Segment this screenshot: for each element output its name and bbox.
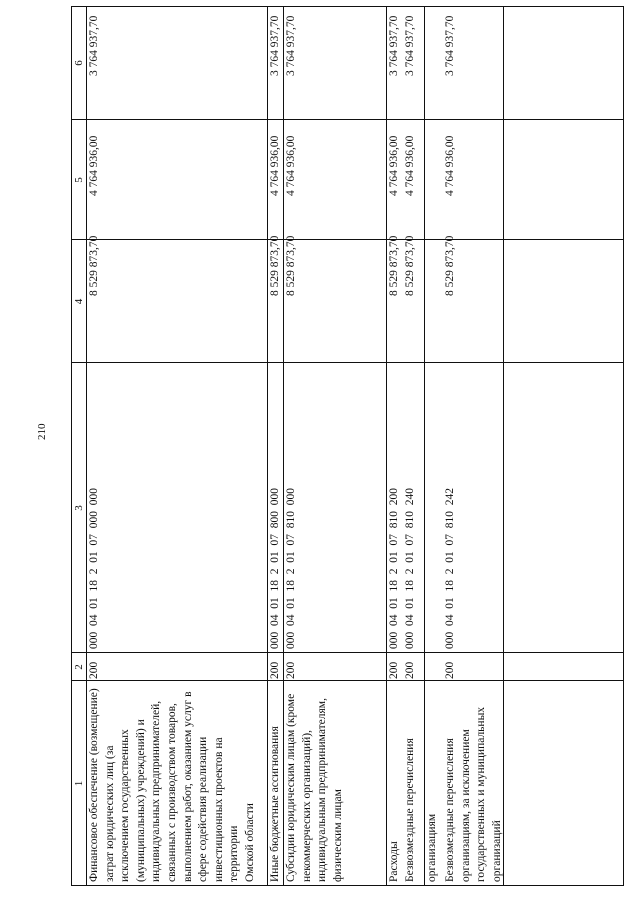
row-name-line: индивидуальных предпринимателей, bbox=[150, 700, 163, 882]
table-row bbox=[268, 682, 284, 882]
budget-table bbox=[71, 6, 624, 886]
budget-code: 000 04 01 18 2 01 07 000 000 bbox=[88, 488, 100, 649]
table-row bbox=[387, 682, 403, 882]
col-line bbox=[71, 362, 624, 363]
row-name-line: организаций bbox=[490, 820, 503, 882]
row-name-line: Безвозмездные перечисления bbox=[404, 738, 416, 882]
row-name-line: инвестиционных проектов на территории bbox=[212, 737, 241, 882]
value-col-5: 4 764 936,00 bbox=[404, 135, 416, 196]
header-col-6: 6 bbox=[73, 60, 85, 66]
row-name-line: Омской области bbox=[243, 803, 256, 882]
value-col-6: 3 764 937,70 bbox=[269, 15, 281, 76]
value-col-6: 3 764 937,70 bbox=[285, 15, 297, 76]
value-col-6: 3 764 937,70 bbox=[404, 15, 416, 76]
row-name-line: Субсидии юридическим лицам (кроме bbox=[285, 693, 297, 882]
table-row bbox=[87, 682, 259, 882]
value-col-5: 4 764 936,00 bbox=[285, 135, 297, 196]
header-col-1: 1 bbox=[73, 780, 85, 787]
row-name-line: государственных и муниципальных bbox=[475, 706, 488, 882]
budget-code: 000 04 01 18 2 01 07 810 200 bbox=[388, 488, 400, 649]
budget-code: 000 04 01 18 2 01 07 810 000 bbox=[285, 488, 297, 649]
row-name-line: Безвозмездные перечисления bbox=[444, 738, 456, 882]
value-col-6: 3 764 937,70 bbox=[444, 15, 456, 76]
table-border-top bbox=[71, 6, 72, 886]
col-line bbox=[71, 6, 624, 7]
admin-code: 200 bbox=[388, 661, 400, 679]
row-name-line: исключением государственных bbox=[119, 729, 132, 882]
row-name-line: Финансовое обеспечение (возмещение) bbox=[88, 688, 100, 882]
table-row bbox=[443, 682, 505, 882]
row-name-line: физическим лицам bbox=[331, 789, 344, 882]
budget-code: 000 04 01 18 2 01 07 810 240 bbox=[404, 488, 416, 649]
table-border-bottom bbox=[623, 6, 624, 886]
row-name-line: сфере содействия реализации bbox=[197, 736, 210, 882]
budget-code: 000 04 01 18 2 01 07 810 242 bbox=[444, 488, 456, 649]
value-col-4: 8 529 873,70 bbox=[388, 235, 400, 296]
page-number: 210 bbox=[36, 423, 48, 440]
row-name-line: организациям bbox=[425, 813, 438, 882]
col-line bbox=[71, 239, 624, 240]
value-col-4: 8 529 873,70 bbox=[269, 235, 281, 296]
value-col-6: 3 764 937,70 bbox=[388, 15, 400, 76]
row-name-line: (муниципальных) учреждений) и bbox=[134, 719, 147, 882]
row-name-line: затрат юридических лиц (за bbox=[103, 745, 116, 882]
row-name-line: Иные бюджетные ассигнования bbox=[269, 726, 281, 882]
table-row bbox=[284, 682, 346, 882]
col-line bbox=[71, 119, 624, 120]
admin-code: 200 bbox=[269, 661, 281, 679]
header-col-3: 3 bbox=[73, 505, 85, 511]
admin-code: 200 bbox=[444, 661, 456, 679]
value-col-5: 4 764 936,00 bbox=[269, 135, 281, 196]
value-col-5: 4 764 936,00 bbox=[444, 135, 456, 196]
admin-code: 200 bbox=[285, 661, 297, 679]
col-line bbox=[71, 885, 624, 886]
row-name-line: Расходы bbox=[388, 841, 400, 882]
admin-code: 200 bbox=[404, 661, 416, 679]
value-col-4: 8 529 873,70 bbox=[88, 235, 100, 296]
value-col-4: 8 529 873,70 bbox=[444, 235, 456, 296]
col-line bbox=[71, 652, 624, 653]
value-col-4: 8 529 873,70 bbox=[404, 235, 416, 296]
header-col-2: 2 bbox=[73, 664, 85, 670]
value-col-5: 4 764 936,00 bbox=[388, 135, 400, 196]
row-name-line: некоммерческих организаций), bbox=[300, 729, 313, 882]
table-row bbox=[403, 682, 440, 882]
admin-code: 200 bbox=[88, 661, 100, 679]
value-col-4: 8 529 873,70 bbox=[285, 235, 297, 296]
header-col-5: 5 bbox=[73, 177, 85, 183]
value-col-5: 4 764 936,00 bbox=[88, 135, 100, 196]
value-col-6: 3 764 937,70 bbox=[88, 15, 100, 76]
row-name-line: организациям, за исключением bbox=[459, 729, 472, 882]
header-col-4: 4 bbox=[73, 298, 85, 305]
row-name-line: связанных с производством товаров, bbox=[165, 703, 178, 882]
row-name-line: выполнением работ, оказанием услуг в bbox=[181, 691, 194, 882]
budget-code: 000 04 01 18 2 01 07 800 000 bbox=[269, 488, 281, 649]
row-name-line: индивидуальным предпринимателям, bbox=[316, 698, 329, 882]
col-line bbox=[71, 680, 624, 681]
